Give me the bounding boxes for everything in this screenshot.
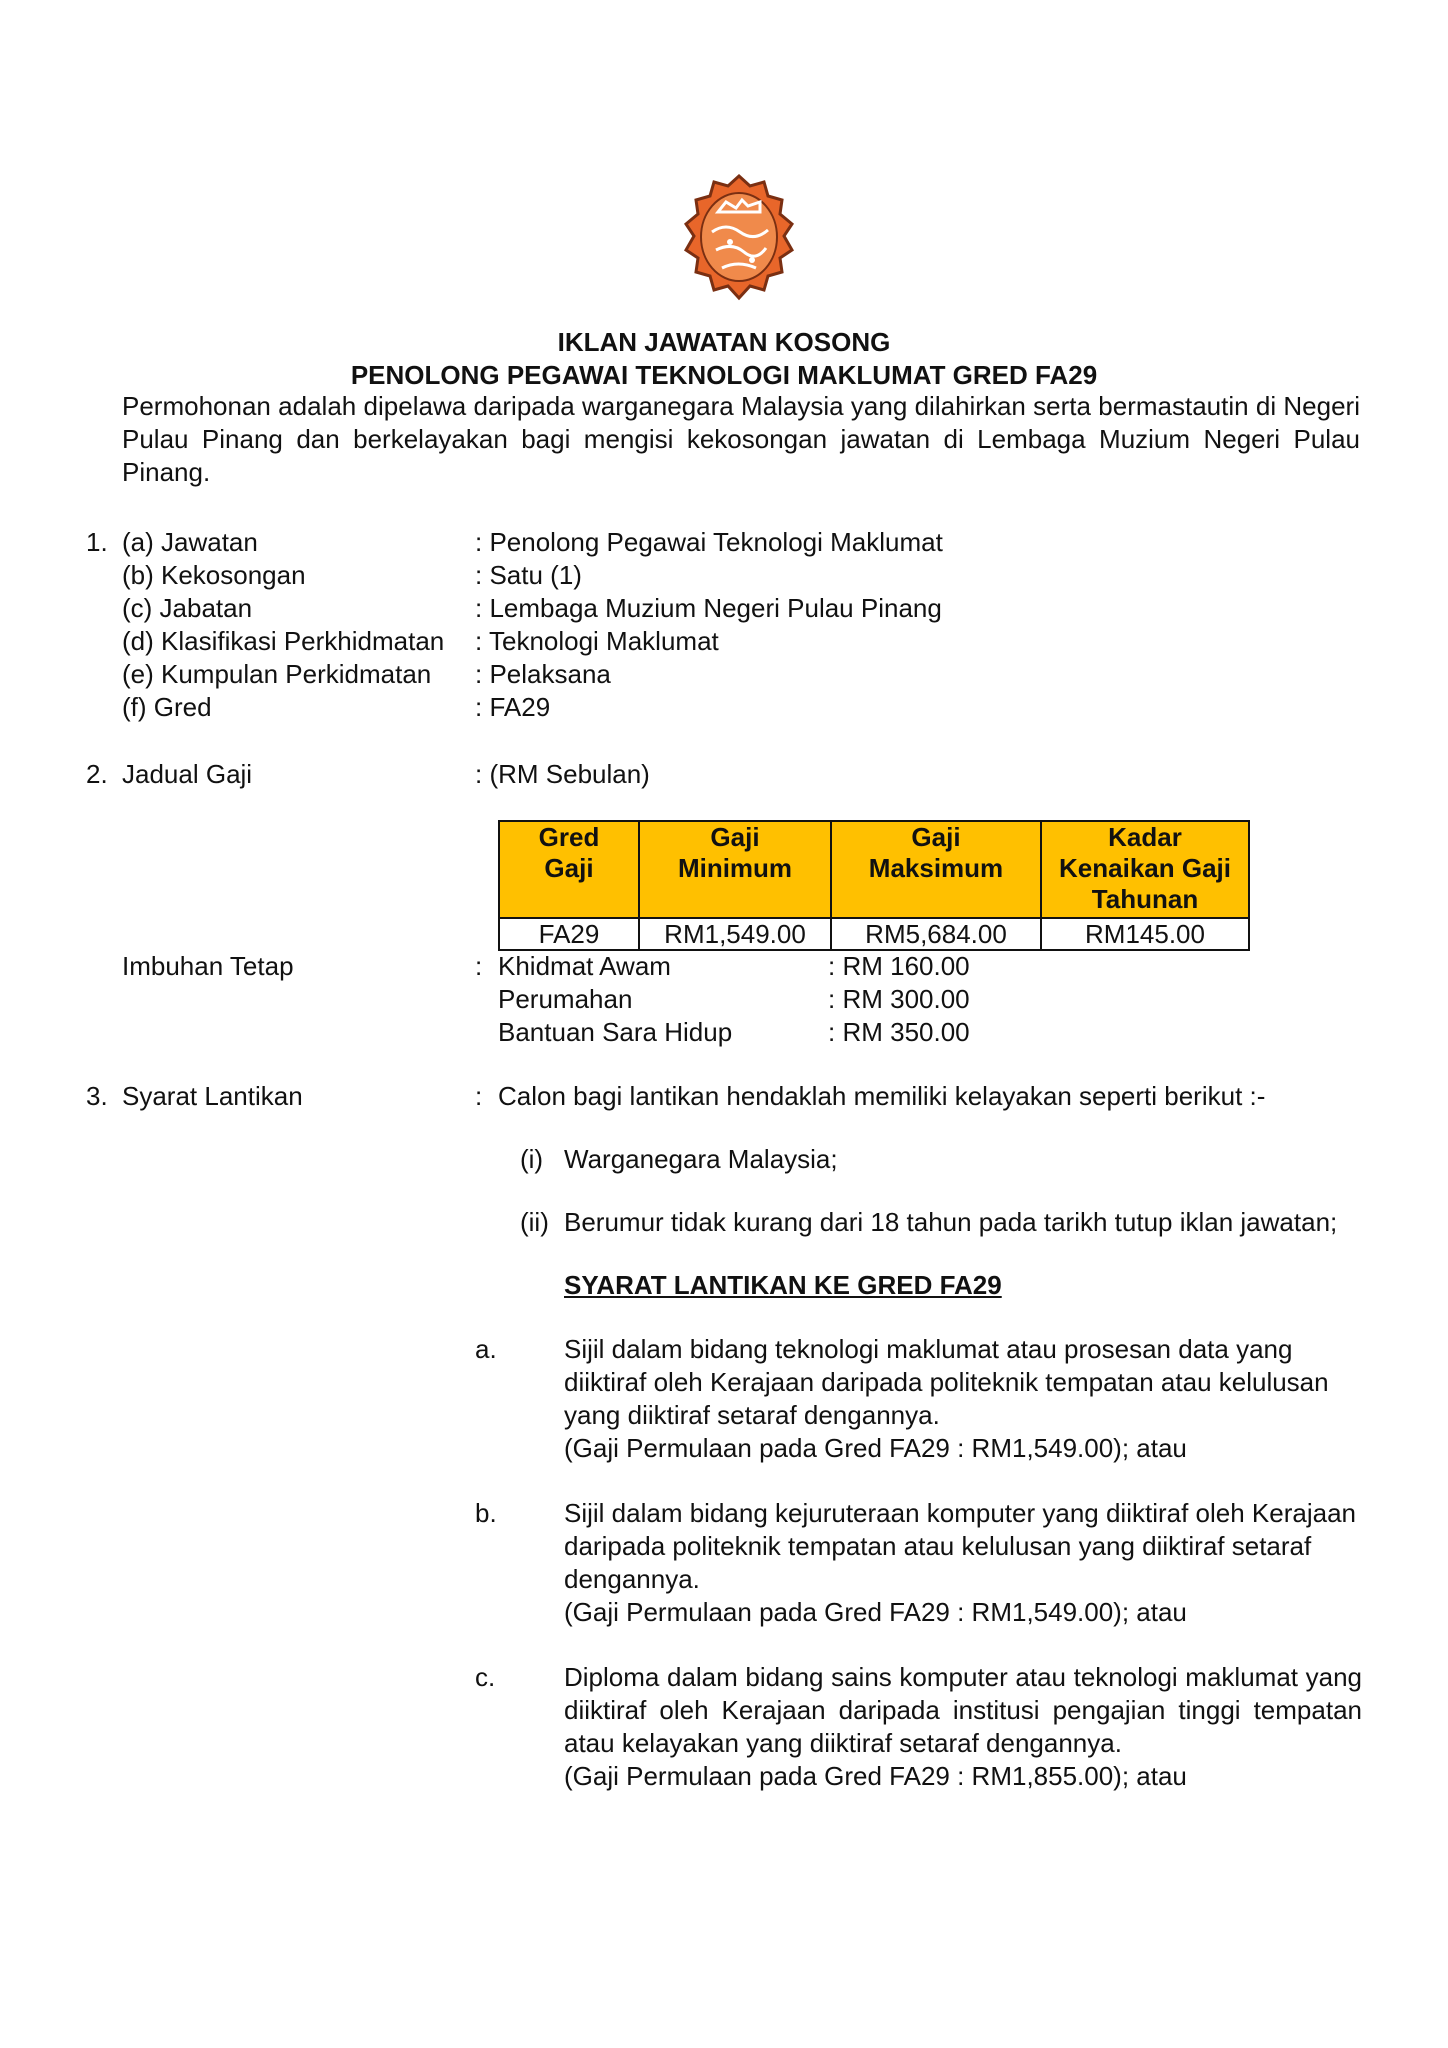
section-2-number: 2. [86,759,108,789]
qualification-note: (Gaji Permulaan pada Gred FA29 : RM1,549.00); atau [564,1433,1187,1463]
imbuhan-item-name: Khidmat Awam [498,951,671,981]
qualification-letter: c. [475,1662,496,1692]
section-1-value-jabatan: : Lembaga Muzium Negeri Pulau Pinang [475,593,942,623]
header-text: Gaji [710,822,760,852]
header-text: Kenaikan Gaji [1059,853,1231,883]
header-text: Maksimum [868,853,1004,883]
qualification-letter: b. [475,1498,497,1528]
salary-table [498,820,1250,951]
header-text: Gaji [911,822,961,852]
salary-cell-gred: FA29 [499,918,639,950]
document-title: IKLAN JAWATAN KOSONG [557,327,891,357]
section-1-value-kekosongan: : Satu (1) [475,560,582,590]
qualification-text: Diploma dalam bidang sains komputer atau teknologi maklumat yang diiktiraf oleh Kerajaan daripada institusi pengajian tinggi tempatan atau kelayakan yang diiktiraf setaraf dengannya. [564,1662,1362,1758]
section-2-value: : (RM Sebulan) [475,759,650,789]
section-1-label-gred: (f) Gred [122,692,212,722]
qualification-note: (Gaji Permulaan pada Gred FA29 : RM1,549.00); atau [564,1597,1187,1627]
section-3-number: 3. [86,1081,108,1111]
imbuhan-label: Imbuhan Tetap [122,951,294,981]
salary-table-row [499,918,1249,950]
salary-table-header-kadar-kenaikan [1041,821,1249,918]
header-text: Minimum [677,853,793,883]
qualification-letter: a. [475,1334,497,1364]
section-1-label-jabatan: (c) Jabatan [122,593,253,623]
section-1-label-jawatan: (a) Jawatan [122,527,258,557]
section-1-label-kumpulan: (e) Kumpulan Perkidmatan [122,659,432,689]
intro-paragraph: Permohonan adalah dipelawa daripada warganegara Malaysia yang dilahirkan serta bermastautin di Negeri Pulau Pinang dan berkelayakan bagi mengisi kekosongan jawatan di Lembaga Muzium Negeri Pulau Pinang. [122,391,1360,487]
section-1-label-kekosongan: (b) Kekosongan [122,560,306,590]
imbuhan-item-value: : RM 300.00 [828,984,970,1014]
qualification-item-a [564,1333,1362,1465]
imbuhan-item-value: : RM 350.00 [828,1017,970,1047]
salary-table-header-gaji-maksimum [831,821,1041,918]
condition-number: (i) [520,1144,544,1174]
imbuhan-item-name: Perumahan [498,984,633,1014]
qualification-item-c [564,1661,1362,1793]
section-1-value-kumpulan: : Pelaksana [475,659,611,689]
section-1-value-klasifikasi: : Teknologi Maklumat [475,626,719,656]
salary-cell-minimum: RM1,549.00 [639,918,831,950]
salary-cell-kenaikan: RM145.00 [1041,918,1249,950]
imbuhan-item-value: : RM 160.00 [828,951,970,981]
qualification-note: (Gaji Permulaan pada Gred FA29 : RM1,855.00); atau [564,1761,1187,1791]
condition-text: Berumur tidak kurang dari 18 tahun pada tarikh tutup iklan jawatan; [564,1207,1338,1237]
header-text: Tahunan [1091,884,1199,914]
section-1-value-gred: : FA29 [475,692,551,722]
section-3-intro: Calon bagi lantikan hendaklah memiliki kelayakan seperti berikut :- [498,1081,1266,1111]
section-3-colon: : [475,1081,483,1111]
qualification-text: Sijil dalam bidang kejuruteraan komputer yang diiktiraf oleh Kerajaan daripada politeknik tempatan atau kelulusan yang diiktiraf setaraf dengannya. [564,1498,1357,1594]
section-1-label-klasifikasi: (d) Klasifikasi Perkhidmatan [122,626,445,656]
header-text: Gaji [544,853,594,883]
qualification-text: Sijil dalam bidang teknologi maklumat atau prosesan data yang diiktiraf oleh Kerajaan daripada politeknik tempatan atau kelulusan yang diiktiraf setaraf dengannya. [564,1334,1329,1430]
section-3-label: Syarat Lantikan [122,1081,303,1111]
salary-table-header-row [499,821,1249,918]
section-1-value-jawatan: : Penolong Pegawai Teknologi Maklumat [475,527,943,557]
salary-table-header-gaji-minimum [639,821,831,918]
salary-cell-maksimum: RM5,684.00 [831,918,1041,950]
document-subtitle: PENOLONG PEGAWAI TEKNOLOGI MAKLUMAT GRED FA29 [350,360,1098,390]
condition-number: (ii) [520,1207,549,1237]
state-crest-logo [682,172,796,302]
section-1-number: 1. [86,527,108,557]
imbuhan-item-name: Bantuan Sara Hidup [498,1017,733,1047]
qualification-subheading: SYARAT LANTIKAN KE GRED FA29 [564,1270,1002,1300]
section-2-label: Jadual Gaji [122,759,253,789]
salary-table-header-gred-gaji [499,821,639,918]
header-text: Kadar [1108,822,1182,852]
qualification-item-b [564,1497,1362,1629]
condition-text: Warganegara Malaysia; [564,1144,838,1174]
imbuhan-colon: : [475,951,483,981]
header-text: Gred [538,822,600,852]
